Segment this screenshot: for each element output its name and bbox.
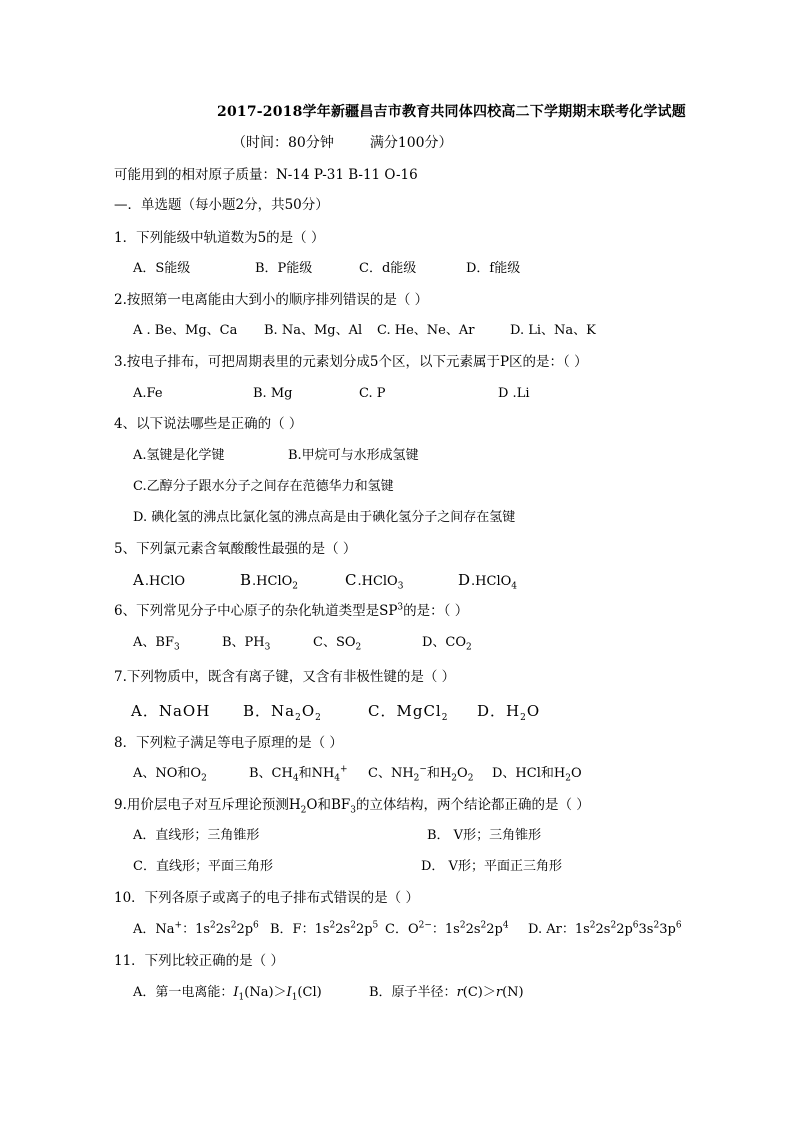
question-2-stem: 2.按照第一电离能由大到小的顺序排列错误的是（ ） <box>114 292 429 308</box>
question-7-option-a: A．NaOH <box>131 702 211 720</box>
question-1-option-d: D．f能级 <box>466 261 521 276</box>
question-8-option-d: D、HCl和$H_2O$ <box>492 766 582 784</box>
question-3-option-d: D .Li <box>498 386 530 401</box>
question-5-option-a: A.HClO <box>133 571 186 589</box>
question-2-option-c: C. He、Ne、Ar <box>377 323 475 338</box>
question-7-stem: 7.下列物质中，既含有离子键，又含有非极性键的是（ ） <box>114 669 456 685</box>
question-11-option-b: B．原子半径：r(C)＞r(N) <box>369 985 524 1000</box>
question-5-option-b: B.HClO$_2$ <box>240 571 298 592</box>
question-4-option-b: B.甲烷可与水形成氢键 <box>288 448 419 463</box>
question-11-option-a: A．第一电离能：$I_1(Na)>I_1(Cl)$ <box>133 985 322 1003</box>
question-9-option-c: C．直线形；平面三角形 <box>133 859 273 874</box>
question-4-option-c: C.乙醇分子跟水分子之间存在范德华力和氢键 <box>133 479 394 494</box>
question-3-option-c: C. P <box>359 386 386 401</box>
question-10-option-a: A．Na+：$1s^22s^22p^6$ <box>133 920 259 937</box>
question-7-option-b: B．$Na_2O_2$ <box>243 702 322 723</box>
question-6-option-b: B、$PH_3$ <box>222 635 271 653</box>
question-9-option-d: D． V形；平面正三角形 <box>421 859 562 874</box>
atomic-masses: 可能用到的相对原子质量：N-14 P-31 B-11 O-16 <box>114 167 418 183</box>
question-2-option-a: A . Be、Mg、Ca <box>133 323 238 338</box>
question-10-stem: 10．下列各原子或离子的电子排布式错误的是（ ） <box>114 890 419 906</box>
question-6-option-c: C、$SO_2$ <box>313 635 362 653</box>
question-10-option-b: B．F：$1s^22s^22p^5$ <box>270 920 379 937</box>
question-5-stem: 5、下列氯元素含氧酸酸性最强的是（ ） <box>114 541 357 557</box>
question-6-option-d: D、$CO_2$ <box>422 635 472 653</box>
question-8-option-c: C、$NH_2^-$和$H_2O_2$ <box>368 764 474 784</box>
question-6-option-a: A、$BF_3$ <box>133 635 180 653</box>
question-9-stem: 9.用价层电子对互斥理论预测$H_2O$和$BF_3$的立体结构，两个结论都正确的是（ ） <box>114 797 590 816</box>
exam-subtitle <box>232 133 453 153</box>
exam-score: 满分100分） <box>369 135 453 151</box>
question-5-option-d: D.HClO$_4$ <box>458 571 517 592</box>
question-1-option-b: B．P能级 <box>255 261 313 276</box>
question-9-option-b: B． V形；三角锥形 <box>427 828 542 843</box>
question-4-option-a: A.氢键是化学键 <box>133 448 225 463</box>
question-1-stem: 1．下列能级中轨道数为5的是（ ） <box>114 230 325 246</box>
question-7-option-d: D．$H_2O$ <box>477 702 541 723</box>
question-7-option-c: C．MgCl$_2$ <box>368 702 449 723</box>
question-8-option-a: A、NO和$O_2$ <box>133 766 207 784</box>
question-10-option-d: D. Ar：$1s^22s^22p^63s^23p^6$ <box>528 920 682 937</box>
question-2-option-d: D. Li、Na、K <box>510 323 596 338</box>
question-4-stem: 4、以下说法哪些是正确的（ ） <box>114 416 303 432</box>
question-9-option-a: A．直线形；三角锥形 <box>133 828 260 843</box>
question-3-option-b: B. Mg <box>253 386 293 401</box>
exam-title: 2017-2018学年新疆昌吉市教育共同体四校高二下学期期末联考化学试题 <box>217 104 686 120</box>
question-3-option-a: A.Fe <box>133 386 163 401</box>
question-5-option-c: C.HClO$_3$ <box>345 571 404 592</box>
question-11-stem: 11．下列比较正确的是（ ） <box>114 953 284 969</box>
question-8-stem: 8．下列粒子满足等电子原理的是（ ） <box>114 735 343 751</box>
question-1-option-a: A．S能级 <box>133 261 191 276</box>
question-2-option-b: B. Na、Mg、Al <box>264 323 363 338</box>
exam-time: （时间：80分钟 <box>232 135 334 151</box>
question-10-option-c: C．$O^{2-}$：$1s^22s^22p^4$ <box>385 920 509 937</box>
question-1-option-c: C．d能级 <box>359 261 417 276</box>
question-8-option-b: B、$CH_4$和$NH_4^+$ <box>249 764 348 784</box>
question-6-stem: 6、下列常见分子中心原子的杂化轨道类型是$SP^3$的是：（ ） <box>114 602 469 619</box>
section-heading: —．单选题（每小题2分，共50分） <box>114 197 329 213</box>
question-4-option-d: D. 碘化氢的沸点比氯化氢的沸点高是由于碘化氢分子之间存在氢键 <box>133 510 516 525</box>
question-3-stem: 3.按电子排布，可把周期表里的元素划分成5个区，以下元素属于P区的是：（ ） <box>114 354 588 370</box>
